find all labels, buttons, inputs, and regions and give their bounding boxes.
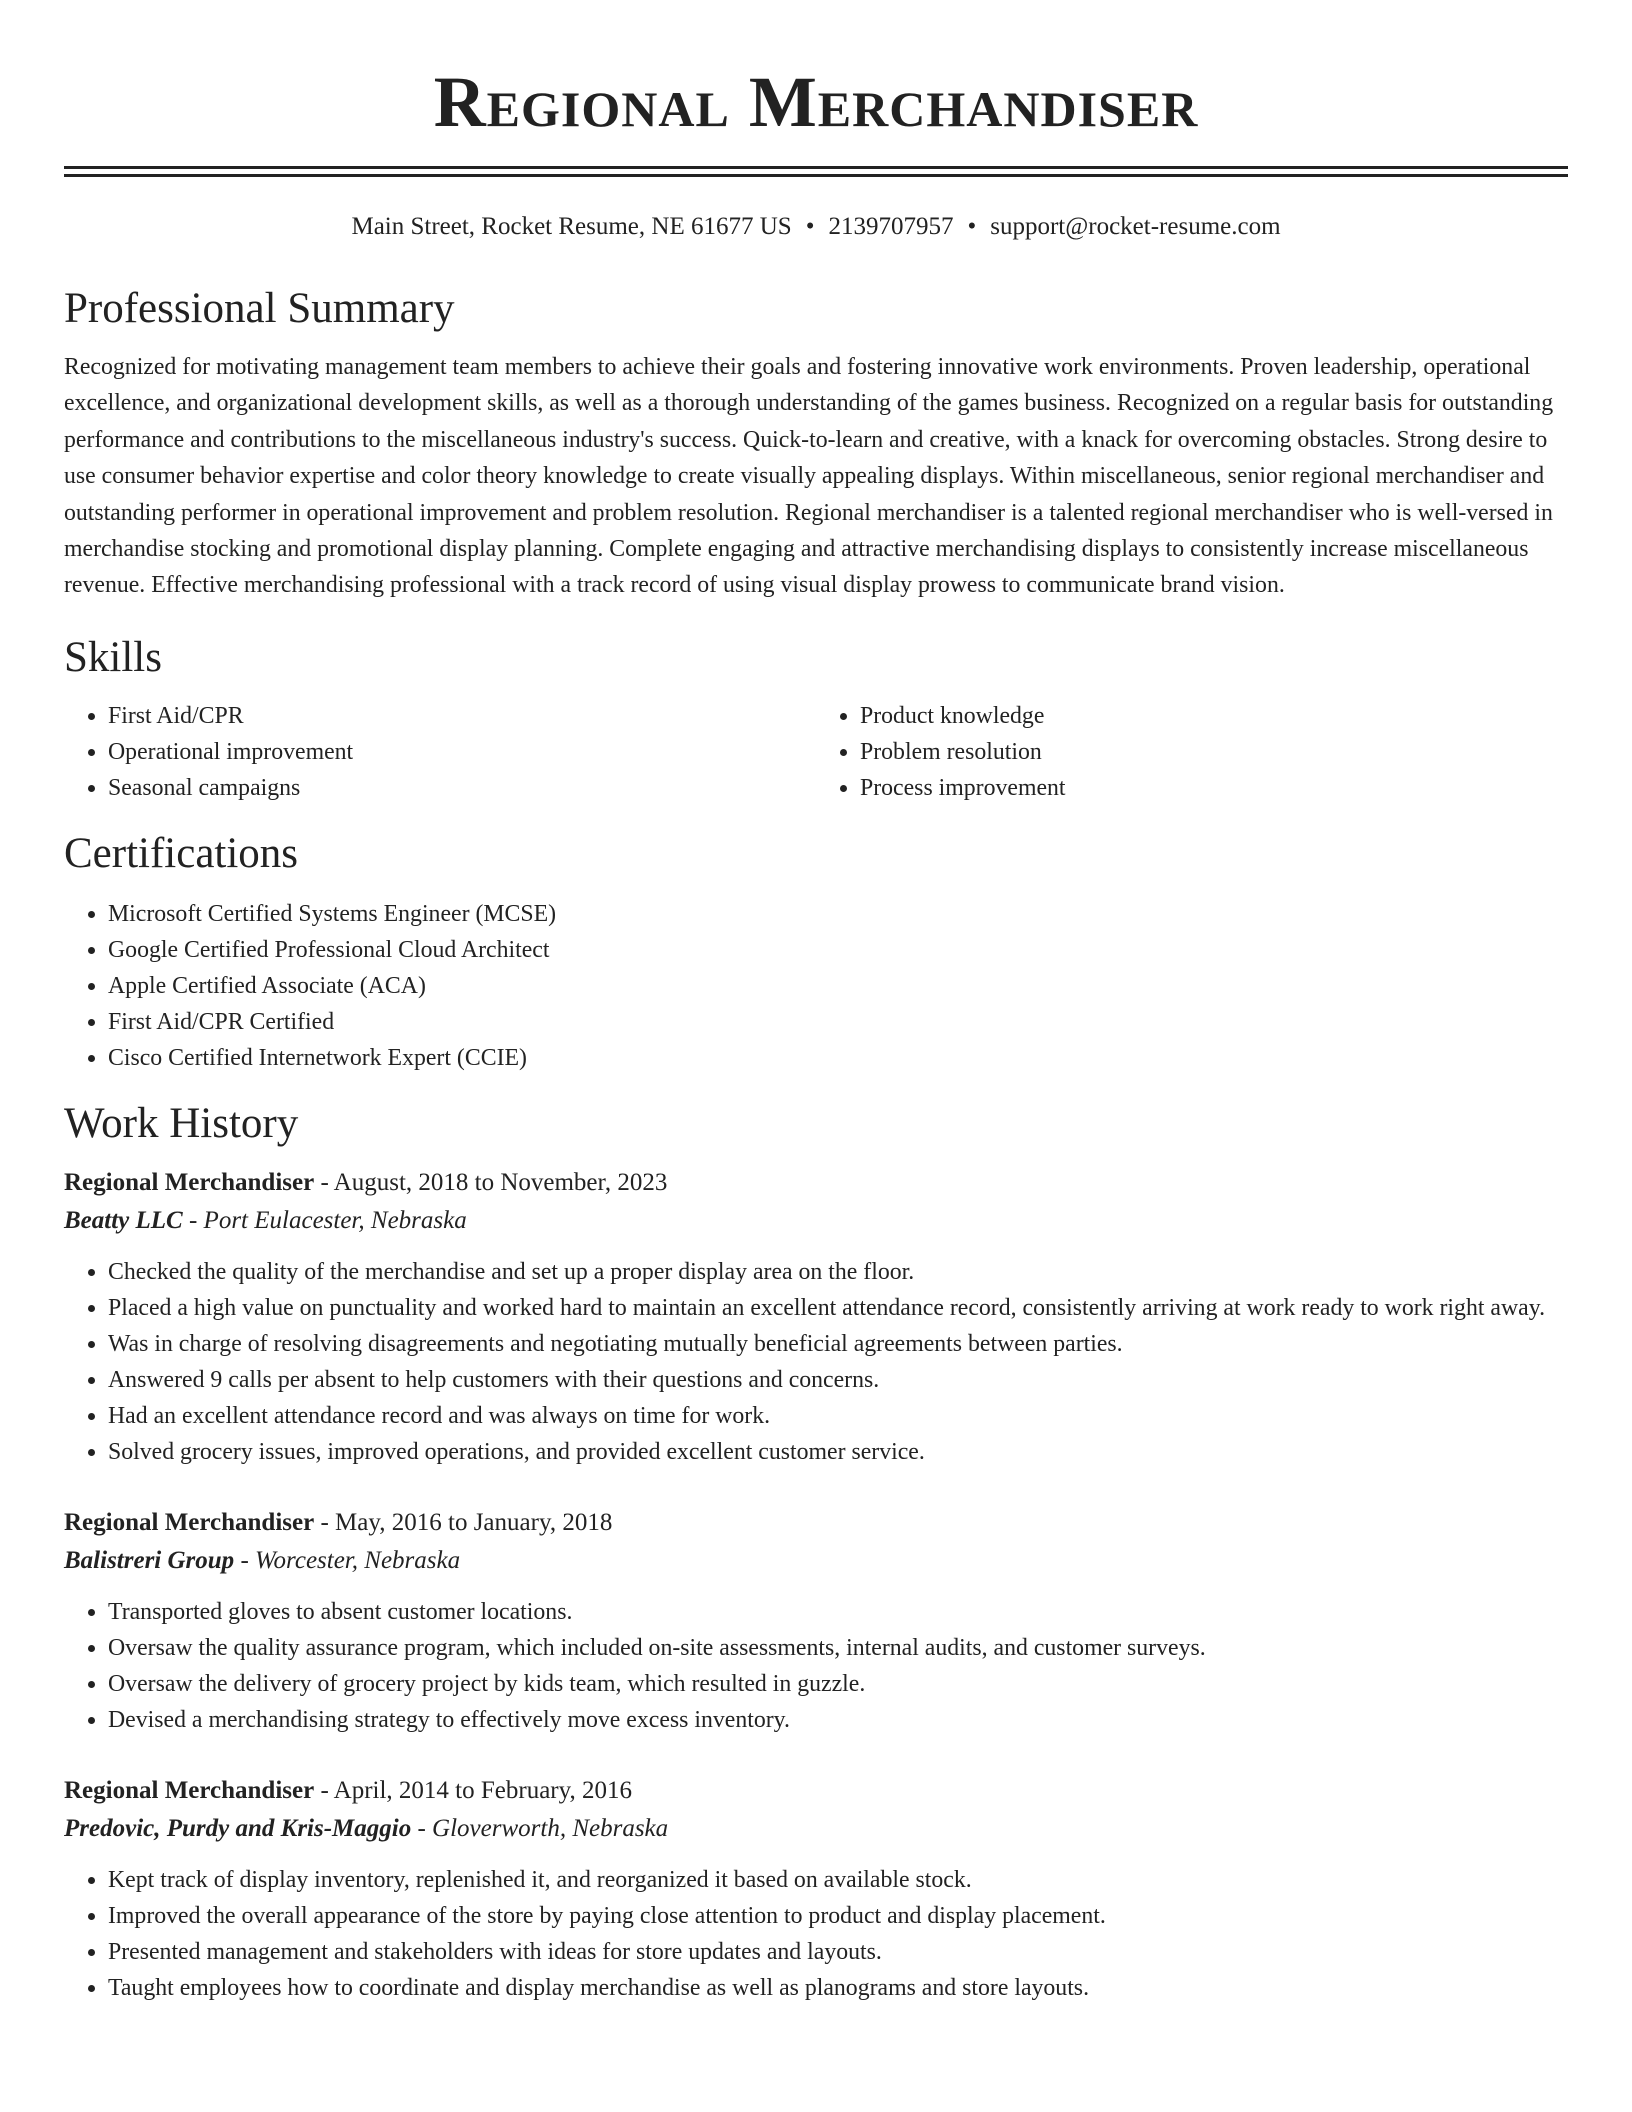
summary-heading: Professional Summary: [64, 285, 455, 332]
resume-name: Regional Merchandiser: [433, 62, 1199, 142]
job-bullets: [64, 1594, 1568, 1738]
job-company-line: [64, 1202, 1568, 1240]
job-bullet: • Oversaw the quality assurance program, which included on-site assessments, internal audits, and customer surveys.: [108, 1630, 1568, 1666]
job-dates: - August, 2018 to November, 2023: [314, 1168, 668, 1196]
job-location: - Port Eulacester, Nebraska: [182, 1206, 467, 1234]
skills-heading: Skills: [64, 633, 162, 681]
job-bullet: • Answered 9 calls per absent to help customers with their questions and concerns.: [108, 1362, 1568, 1398]
skills-list-right: [816, 698, 1568, 806]
contact-phone: 2139707957: [828, 213, 954, 240]
header-rule-top: [64, 166, 1568, 169]
job-bullet: • Presented management and stakeholders with ideas for store updates and layouts.: [108, 1934, 1568, 1970]
job-company: Predovic, Purdy and Kris-Maggio: [64, 1814, 412, 1842]
skill-item: • Operational improvement: [108, 734, 816, 770]
certification-item: • Apple Certified Associate (ACA): [108, 968, 1568, 1004]
certification-item: • Google Certified Professional Cloud Architect: [108, 932, 1568, 968]
skill-item: • Seasonal campaigns: [108, 770, 816, 806]
certification-item: • Cisco Certified Internetwork Expert (CCIE): [108, 1040, 1568, 1076]
job-company: Beatty LLC: [64, 1206, 183, 1234]
job-entry: [64, 1164, 1568, 1470]
contact-line: [64, 211, 1568, 243]
job-bullet: • Placed a high value on punctuality and worked hard to maintain an excellent attendance record, consistently arriving at work ready to work right away.: [108, 1290, 1568, 1326]
skills-list-left: [64, 698, 816, 806]
job-bullet: • Had an excellent attendance record and was always on time for work.: [108, 1398, 1568, 1434]
header-rule-bottom: [64, 174, 1568, 177]
job-bullet: • Was in charge of resolving disagreements and negotiating mutually beneficial agreements between parties.: [108, 1326, 1568, 1362]
job-header: [64, 1504, 1568, 1542]
job-bullet: • Taught employees how to coordinate and display merchandise as well as planograms and store layouts.: [108, 1970, 1568, 2006]
certifications-heading: Certifications: [64, 829, 299, 877]
job-entry: [64, 1504, 1568, 1738]
job-bullet: • Transported gloves to absent customer locations.: [108, 1594, 1568, 1630]
contact-email: support@rocket-resume.com: [990, 213, 1281, 240]
job-company: Balistreri Group: [64, 1546, 235, 1574]
job-bullets: [64, 1862, 1568, 2006]
job-bullet: • Checked the quality of the merchandise and set up a proper display area on the floor.: [108, 1254, 1568, 1290]
certification-item: • Microsoft Certified Systems Engineer (MCSE): [108, 896, 1568, 932]
job-dates: - April, 2014 to February, 2016: [314, 1776, 633, 1804]
job-location: - Worcester, Nebraska: [234, 1546, 461, 1574]
job-bullet: • Improved the overall appearance of the store by paying close attention to product and display placement.: [108, 1898, 1568, 1934]
skills-grid: [64, 698, 1568, 806]
skill-item: • Product knowledge: [860, 698, 1568, 734]
certifications-list: [64, 896, 1568, 1076]
job-bullets: [64, 1254, 1568, 1470]
job-title: Regional Merchandiser: [64, 1508, 315, 1536]
summary-text: Recognized for motivating management team members to achieve their goals and fostering innovative work environments. Proven leadership, operational excellence, and organizational development skills, as well as a thorough understanding of the games business. Recognized on a regular basis for outstanding performance and contributions to the miscellaneous industry's success. Quick-to-learn and creative, with a knack for overcoming obstacles. Strong desire to use consumer behavior expertise and color theory knowledge to create visually appealing displays. Within miscellaneous, senior regional merchandiser and outstanding performer in operational improvement and problem resolution. Regional merchandiser is a talented regional merchandiser who is well-versed in merchandise stocking and promotional display planning. Complete engaging and attractive merchandising displays to consistently increase miscellaneous revenue. Effective merchandising professional with a track record of using visual display prowess to communicate brand vision.: [64, 354, 1554, 599]
certification-item: • First Aid/CPR Certified: [108, 1004, 1568, 1040]
job-entry: [64, 1772, 1568, 2006]
skill-item: • Process improvement: [860, 770, 1568, 806]
job-dates: - May, 2016 to January, 2018: [314, 1508, 613, 1536]
skill-item: • Problem resolution: [860, 734, 1568, 770]
job-company-line: [64, 1810, 1568, 1848]
job-bullet: • Devised a merchandising strategy to effectively move excess inventory.: [108, 1702, 1568, 1738]
job-bullet: • Solved grocery issues, improved operations, and provided excellent customer service.: [108, 1434, 1568, 1470]
job-bullet: • Kept track of display inventory, replenished it, and reorganized it based on available stock.: [108, 1862, 1568, 1898]
job-title: Regional Merchandiser: [64, 1776, 315, 1804]
skill-item: • First Aid/CPR: [108, 698, 816, 734]
contact-separator: •: [967, 213, 977, 240]
resume-page: [64, 0, 1568, 2006]
job-header: [64, 1772, 1568, 1810]
job-location: - Gloverworth, Nebraska: [411, 1814, 669, 1842]
job-header: [64, 1164, 1568, 1202]
contact-address: Main Street, Rocket Resume, NE 61677 US: [351, 213, 792, 240]
job-company-line: [64, 1542, 1568, 1580]
job-bullet: • Oversaw the delivery of grocery project by kids team, which resulted in guzzle.: [108, 1666, 1568, 1702]
contact-separator: •: [805, 213, 815, 240]
work-history-heading: Work History: [64, 1099, 299, 1147]
job-title: Regional Merchandiser: [64, 1168, 315, 1196]
